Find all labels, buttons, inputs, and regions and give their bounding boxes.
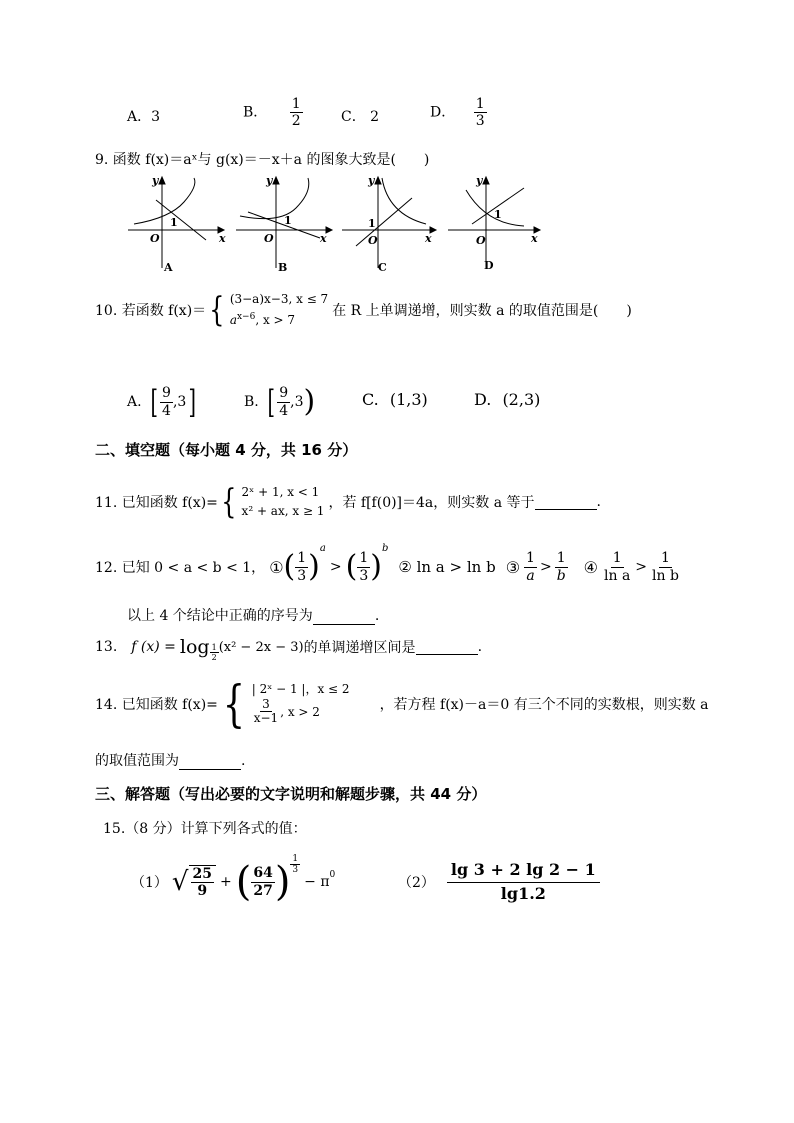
q11-case-1: 2ˣ + 1, x < 1 [241, 484, 320, 499]
fraction-denominator: b [556, 567, 566, 584]
fraction-denominator: 4 [162, 402, 171, 419]
fraction-numerator: 1 [291, 96, 301, 112]
q8-option-b-label: B． [243, 104, 268, 121]
paren-close: ) [303, 384, 316, 419]
origin-label: O [368, 234, 378, 247]
section-3-heading: 三、解答题（写出必要的文字说明和解题步骤，共 44 分） [95, 785, 487, 803]
greater-than: > [329, 559, 342, 575]
fraction-denominator: 3 [292, 865, 299, 876]
q14-line-2 [95, 750, 245, 770]
fraction-denominator: x−1 [253, 711, 279, 726]
greater-than: > [635, 559, 648, 575]
section-2-heading: 二、填空题（每小题 4 分，共 16 分） [95, 441, 358, 459]
one-label: 1 [368, 217, 376, 230]
origin-label: O [264, 232, 274, 245]
fraction-numerator: 9 [279, 385, 289, 402]
q15-part-2 [398, 854, 600, 910]
q10-option-d [474, 390, 540, 409]
option-label: B. [244, 394, 259, 410]
fraction-denominator: 9 [197, 883, 208, 899]
period: . [374, 608, 380, 624]
q11-stem [95, 478, 601, 526]
q10-stem [95, 288, 632, 332]
period: . [241, 753, 246, 769]
q15-part-1 [131, 850, 335, 914]
log-base [210, 643, 219, 662]
option-label: A. [127, 394, 142, 410]
sqrt-symbol: √ [171, 867, 189, 897]
bracket-open: [ [267, 383, 275, 421]
q10-case-2-rest: , x > 7 [255, 312, 296, 327]
q12-stem [95, 543, 681, 591]
fraction-numerator: 64 [253, 865, 273, 882]
fraction [447, 861, 600, 903]
q8-option-a: A．3 [127, 109, 161, 125]
paren-close: ) [308, 549, 320, 584]
fraction-numerator: 1 [556, 550, 566, 567]
bracket-open: [ [150, 383, 158, 421]
fraction-denominator: 2 [291, 113, 301, 130]
graph-d [448, 174, 540, 272]
pi-exponent: 0 [329, 870, 336, 880]
y-axis-label: y [476, 174, 483, 187]
q12-line-2-text: 以上 4 个结论中正确的序号为 [127, 608, 313, 624]
option-value: (1,3) [389, 390, 428, 409]
q10-case-2-exp: x−6 [236, 311, 256, 322]
y-axis-label: y [152, 174, 159, 187]
fraction-numerator: 25 [192, 865, 212, 882]
fraction-numerator: 1 [661, 550, 670, 567]
option-label: C. [362, 390, 379, 409]
y-axis-label: y [266, 174, 273, 187]
fraction-numerator: 1 [612, 550, 622, 567]
fraction-numerator: 1 [292, 854, 299, 864]
fraction [277, 385, 290, 418]
fraction [555, 550, 568, 583]
period: . [596, 494, 601, 510]
graph-label-d: D [484, 259, 494, 272]
answer-blank[interactable] [313, 610, 375, 625]
fraction [295, 550, 308, 583]
fraction-numerator: 1 [526, 550, 535, 567]
fraction-numerator: 9 [162, 385, 171, 402]
option-label: D. [474, 390, 492, 409]
fraction-denominator: 3 [359, 567, 369, 584]
option-tail: ,3 [290, 394, 304, 410]
fraction-denominator: lg1.2 [500, 883, 546, 903]
pi-term: − π [304, 874, 330, 890]
x-axis-label: x [219, 232, 226, 245]
q11-case-2: x² + ax, x ≥ 1 [241, 504, 325, 518]
q14-case-2 [252, 698, 350, 727]
answer-blank[interactable] [179, 755, 241, 770]
one-label: 1 [284, 214, 292, 227]
plus-sign: + [219, 874, 232, 890]
graph-label-b: B [278, 261, 288, 274]
log-argument: (x² − 2x − 3) [218, 639, 304, 655]
q12-prefix: 12. 已知 0 < a < b < 1， [95, 560, 266, 576]
fraction-numerator: 1 [211, 642, 217, 652]
fraction [650, 550, 681, 583]
fraction-numerator: 3 [262, 696, 270, 711]
q8-option-c: C． 2 [341, 109, 380, 125]
q14-cases [252, 682, 350, 726]
q11-prefix: 11. 已知函数 f(x)= [95, 495, 218, 511]
fraction-denominator: a [526, 567, 535, 584]
one-label: 1 [170, 216, 178, 229]
option-value: (2,3) [502, 390, 541, 409]
graph-label-c: C [378, 261, 387, 274]
q14-case-1: | 2ˣ − 1 |，x ≤ 2 [251, 681, 350, 696]
q14-case-2-rest: , x > 2 [280, 704, 320, 719]
fraction [160, 385, 173, 418]
exponent-fraction [290, 854, 300, 876]
graph-c [342, 174, 436, 274]
x-axis-label: x [425, 232, 432, 245]
q13-suffix: 的单调递增区间是 [303, 640, 416, 656]
part-label: （1） [131, 875, 168, 891]
q15-text: 15.（8 分）计算下列各式的值： [103, 821, 307, 837]
q10-option-c [362, 390, 428, 409]
exponent-a: a [319, 543, 326, 554]
conclusion-4-marker: ④ [583, 557, 598, 577]
fraction-denominator: ln b [652, 567, 679, 584]
q14-suffix: ，若方程 f(x)－a＝0 有三个不同的实数根，则实数 a [379, 697, 709, 713]
q9-text: 9. 函数 f(x)＝aˣ与 g(x)＝－x＋a 的图象大致是( ) [95, 152, 430, 168]
option-tail: ,3 [172, 394, 187, 410]
graph-label-a: A [164, 261, 173, 274]
x-axis-label: x [531, 232, 538, 245]
paren-open: ( [283, 549, 296, 584]
q10-case-2-base: a [229, 312, 237, 327]
fraction-numerator: 1 [475, 96, 485, 112]
answer-blank[interactable] [535, 495, 597, 510]
q10-case-2 [230, 310, 328, 330]
origin-label: O [150, 232, 160, 245]
q14-stem [95, 672, 709, 736]
fraction-numerator: 1 [359, 550, 369, 567]
q13-stem [95, 630, 482, 664]
q10-case-1: (3−a)x−3, x ≤ 7 [229, 292, 329, 307]
conclusion-3-marker: ③ [505, 557, 521, 577]
sqrt-content [189, 865, 216, 899]
y-axis-label: y [368, 174, 375, 187]
q14-line-2-text: 的取值范围为 [95, 753, 179, 769]
paren-open: ( [345, 549, 358, 584]
graph-a [128, 174, 226, 274]
fraction [191, 866, 214, 899]
answer-blank[interactable] [416, 640, 478, 655]
fraction [357, 550, 370, 583]
brace-symbol: { [222, 675, 245, 733]
q10-option-b [244, 382, 315, 422]
conclusion-1-marker: ① [269, 557, 284, 577]
fraction [524, 550, 537, 583]
fraction-denominator: 4 [279, 402, 289, 419]
bracket-close: ] [188, 383, 197, 421]
log-symbol: log [179, 636, 210, 658]
fraction-numerator: 1 [297, 550, 307, 567]
q12-line-2 [127, 605, 379, 625]
one-label: 1 [494, 208, 502, 221]
fraction [251, 865, 274, 898]
conclusion-2: ② ln a > ln b [398, 558, 496, 576]
brace-symbol: { [221, 482, 237, 522]
fraction-numerator: lg 3 + 2 lg 2 − 1 [447, 861, 600, 882]
fraction-denominator: 2 [211, 652, 217, 662]
fraction-denominator: 27 [253, 882, 273, 899]
q10-prefix: 10. 若函数 f(x)＝ [95, 303, 207, 319]
q8-option-b [243, 96, 303, 129]
q8-option-d [430, 96, 487, 129]
q13-prefix: 13. [95, 639, 118, 655]
q8-option-d-fraction [474, 96, 487, 129]
q11-cases [242, 483, 325, 521]
greater-than: > [539, 559, 552, 575]
q10-suffix: 在 R 上单调递增，则实数 a 的取值范围是( ) [332, 303, 632, 319]
fraction-denominator: 3 [475, 113, 485, 130]
q8-option-d-label: D． [430, 104, 456, 121]
fraction-denominator: 3 [297, 567, 307, 584]
graph-b [236, 174, 332, 274]
brace-symbol: { [209, 290, 225, 330]
q10-cases [230, 290, 328, 329]
part-label: （2） [398, 875, 435, 891]
period: . [477, 639, 483, 655]
fraction [252, 698, 280, 727]
paren-close: ) [370, 549, 382, 584]
paren-open: ( [235, 859, 252, 905]
fraction-denominator: ln a [604, 567, 631, 584]
q13-fx: f (x) = [131, 639, 176, 655]
q11-suffix: ，若 f[f(0)]＝4a，则实数 a 等于 [328, 495, 535, 511]
paren-close: ) [274, 859, 291, 905]
exponent-b: b [381, 543, 389, 554]
x-axis-label: x [320, 232, 327, 245]
q9-graph-options [120, 172, 560, 282]
q8-option-b-fraction [290, 96, 303, 129]
fraction [602, 550, 632, 583]
origin-label: O [476, 234, 486, 247]
q14-prefix: 14. 已知函数 f(x)= [95, 697, 218, 713]
q10-option-a [127, 382, 199, 422]
